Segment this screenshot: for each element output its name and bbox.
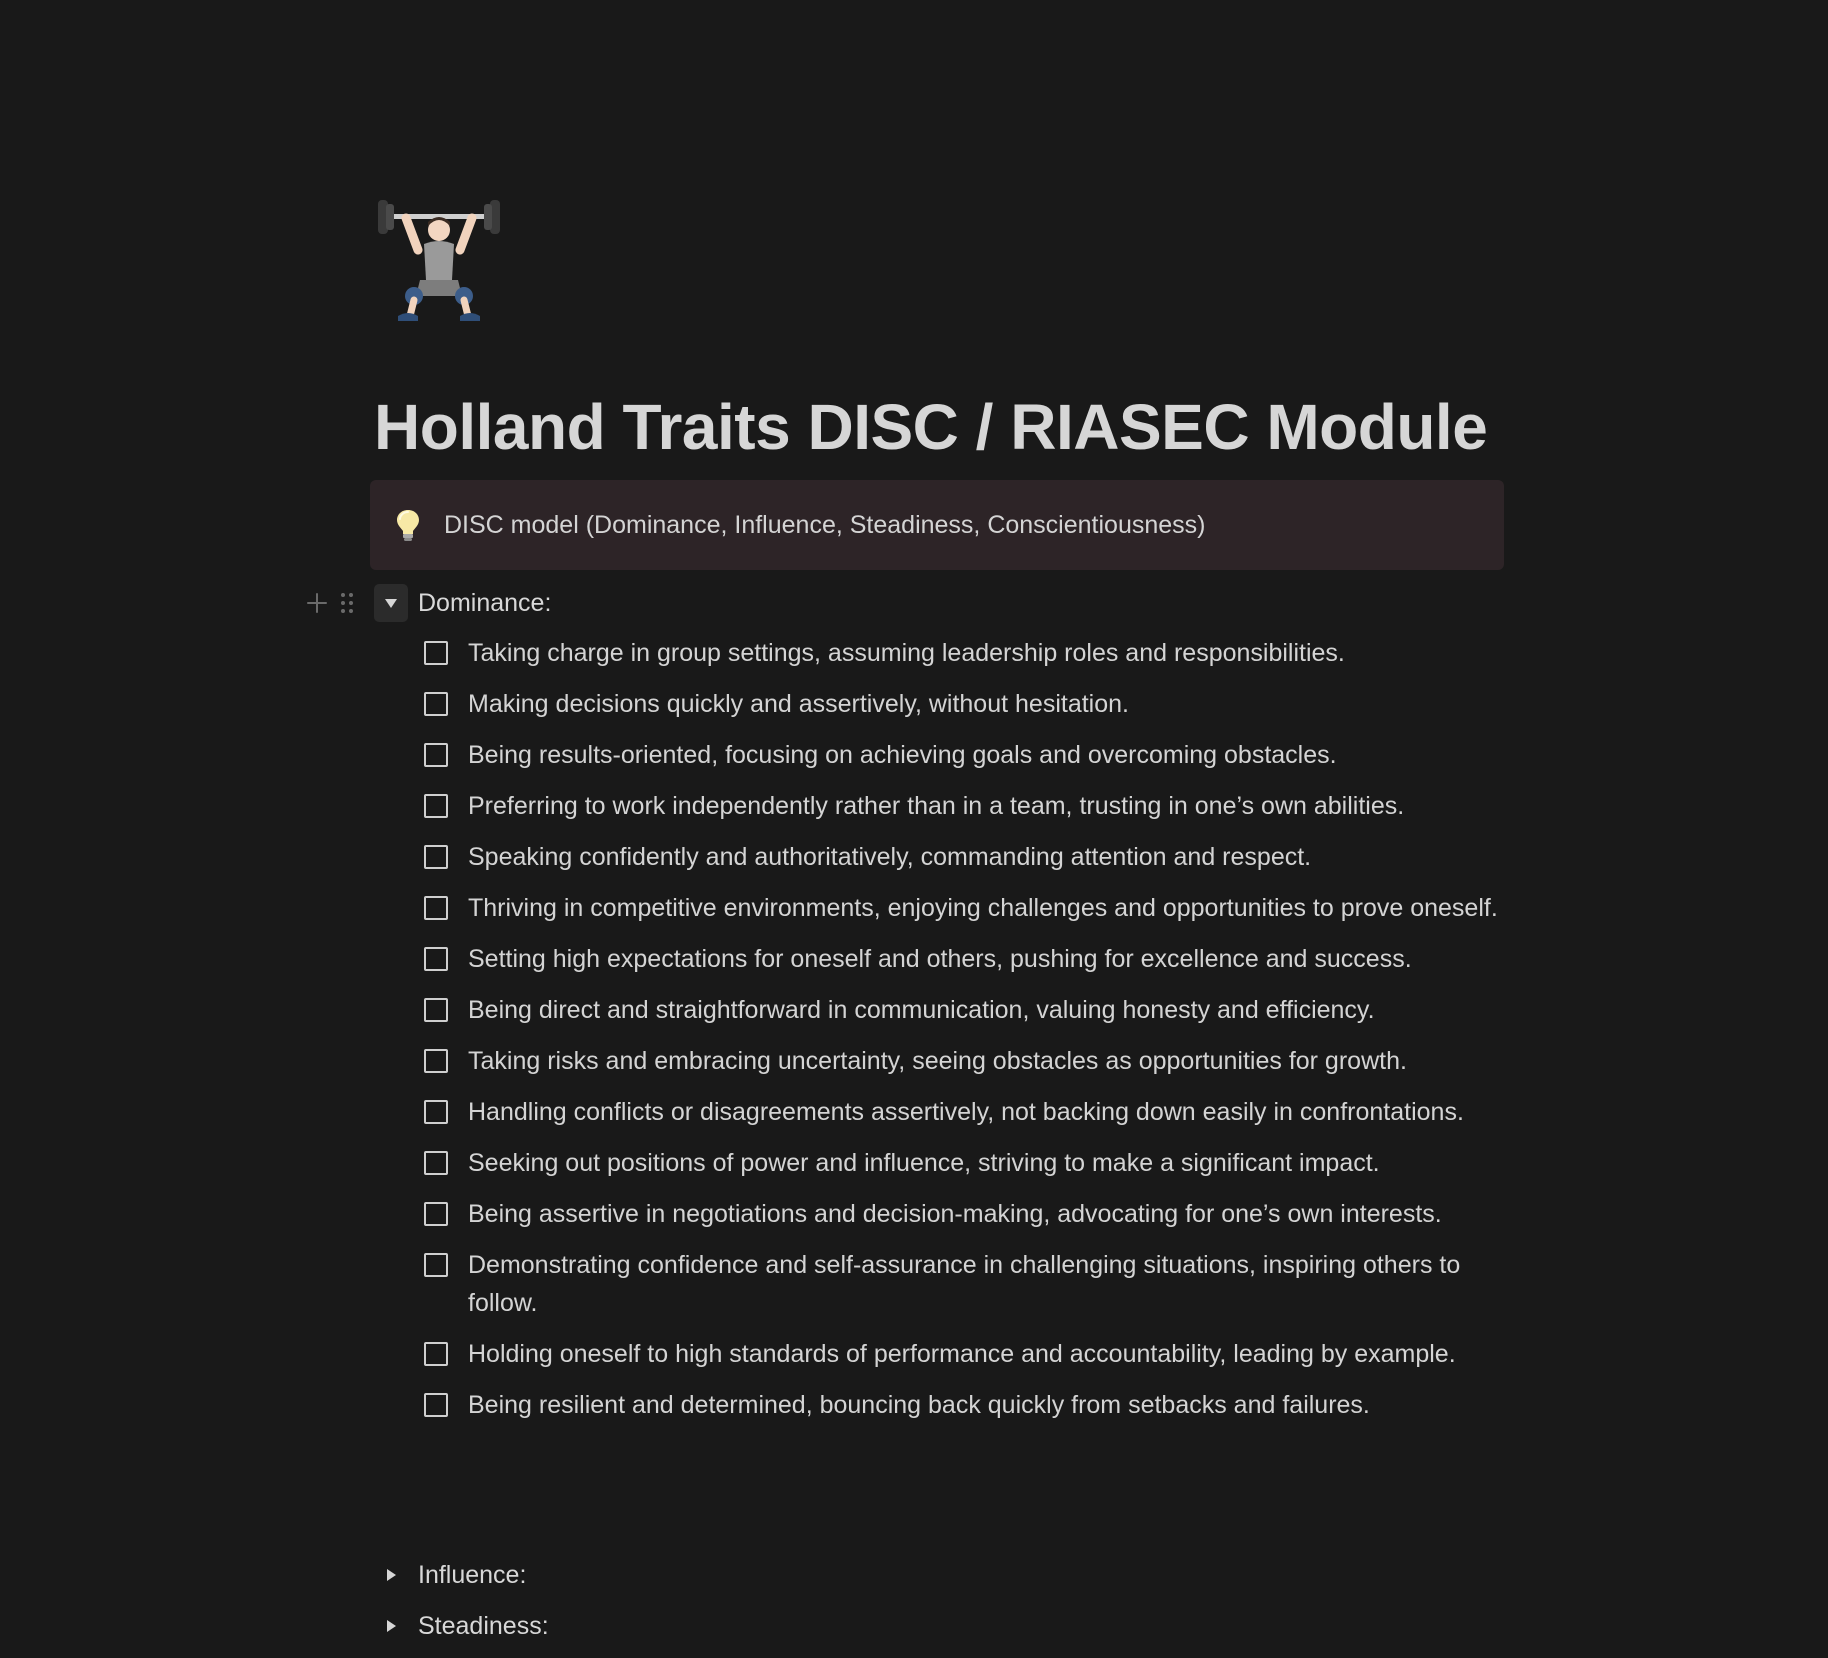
todo-text[interactable]: Setting high expectations for oneself and others, pushing for excellence and success. (468, 945, 1412, 973)
todo-item (424, 940, 1514, 978)
todo-text[interactable]: Being direct and straightforward in communication, valuing honesty and efficiency. (468, 996, 1375, 1024)
toggle-arrow-collapsed-icon[interactable] (374, 1607, 408, 1645)
todo-text[interactable]: Preferring to work independently rather than in a team, trusting in one’s own abilities. (468, 792, 1405, 820)
plus-icon[interactable] (304, 590, 330, 616)
todo-text[interactable]: Speaking confidently and authoritatively, commanding attention and respect. (468, 843, 1312, 871)
block-handles (304, 586, 356, 620)
checkbox[interactable] (424, 947, 448, 971)
checkbox[interactable] (424, 1393, 448, 1417)
checkbox[interactable] (424, 1202, 448, 1226)
todo-text[interactable]: Taking charge in group settings, assuming leadership roles and responsibilities. (468, 639, 1345, 667)
todo-item (424, 634, 1514, 672)
checkbox[interactable] (424, 794, 448, 818)
checkbox[interactable] (424, 743, 448, 767)
todo-item (424, 889, 1514, 927)
checkbox[interactable] (424, 692, 448, 716)
todo-item (424, 685, 1514, 723)
toggle-influence[interactable] (374, 1556, 526, 1594)
drag-handle-icon[interactable] (338, 590, 356, 616)
todo-item (424, 787, 1514, 825)
checkbox[interactable] (424, 1049, 448, 1073)
page-title[interactable]: Holland Traits DISC / RIASEC Module (374, 391, 1488, 463)
callout-block[interactable] (370, 480, 1504, 570)
toggle-dominance[interactable] (374, 584, 551, 622)
checkbox[interactable] (424, 1151, 448, 1175)
todo-item (424, 736, 1514, 774)
checkbox[interactable] (424, 896, 448, 920)
toggle-label: Influence: (418, 1560, 527, 1589)
todo-item (424, 1386, 1514, 1424)
todo-text[interactable]: Seeking out positions of power and influence, striving to make a significant impact. (468, 1149, 1380, 1177)
callout-text: DISC model (Dominance, Influence, Steadiness, Conscientiousness) (444, 510, 1206, 539)
todo-text[interactable]: Taking risks and embracing uncertainty, seeing obstacles as opportunities for growth. (468, 1047, 1407, 1075)
todo-text[interactable]: Thriving in competitive environments, enjoying challenges and opportunities to prove oneself. (468, 894, 1498, 922)
todo-text[interactable]: Making decisions quickly and assertively, without hesitation. (468, 690, 1129, 718)
todo-text[interactable]: Being assertive in negotiations and decision-making, advocating for one’s own interests. (468, 1200, 1442, 1228)
todo-item (424, 1195, 1514, 1233)
todo-item (424, 1093, 1514, 1131)
todo-item (424, 1144, 1514, 1182)
checkbox[interactable] (424, 845, 448, 869)
toggle-arrow-collapsed-icon[interactable] (374, 1556, 408, 1594)
todo-text[interactable]: Handling conflicts or disagreements assertively, not backing down easily in confrontations. (468, 1098, 1464, 1126)
todo-item (424, 1042, 1514, 1080)
toggle-steadiness[interactable] (374, 1607, 549, 1645)
dominance-checklist (424, 634, 1514, 1437)
todo-item (424, 991, 1514, 1029)
todo-text[interactable]: Holding oneself to high standards of performance and accountability, leading by example. (468, 1340, 1456, 1368)
checkbox[interactable] (424, 641, 448, 665)
lightbulb-icon[interactable] (394, 507, 422, 543)
toggle-label: Steadiness: (418, 1611, 549, 1640)
todo-item (424, 1246, 1514, 1322)
checkbox[interactable] (424, 998, 448, 1022)
todo-item (424, 838, 1514, 876)
checkbox[interactable] (424, 1253, 448, 1277)
toggle-label: Dominance: (418, 588, 552, 617)
weightlifter-emoji-icon[interactable] (376, 192, 502, 324)
todo-text[interactable]: Being resilient and determined, bouncing back quickly from setbacks and failures. (468, 1391, 1370, 1419)
checkbox[interactable] (424, 1100, 448, 1124)
todo-item (424, 1335, 1514, 1373)
checkbox[interactable] (424, 1342, 448, 1366)
toggle-arrow-expanded-icon[interactable] (374, 584, 408, 622)
todo-text[interactable]: Being results-oriented, focusing on achieving goals and overcoming obstacles. (468, 741, 1337, 769)
todo-text[interactable]: Demonstrating confidence and self-assurance in challenging situations, inspiring others to follow. (468, 1251, 1461, 1317)
